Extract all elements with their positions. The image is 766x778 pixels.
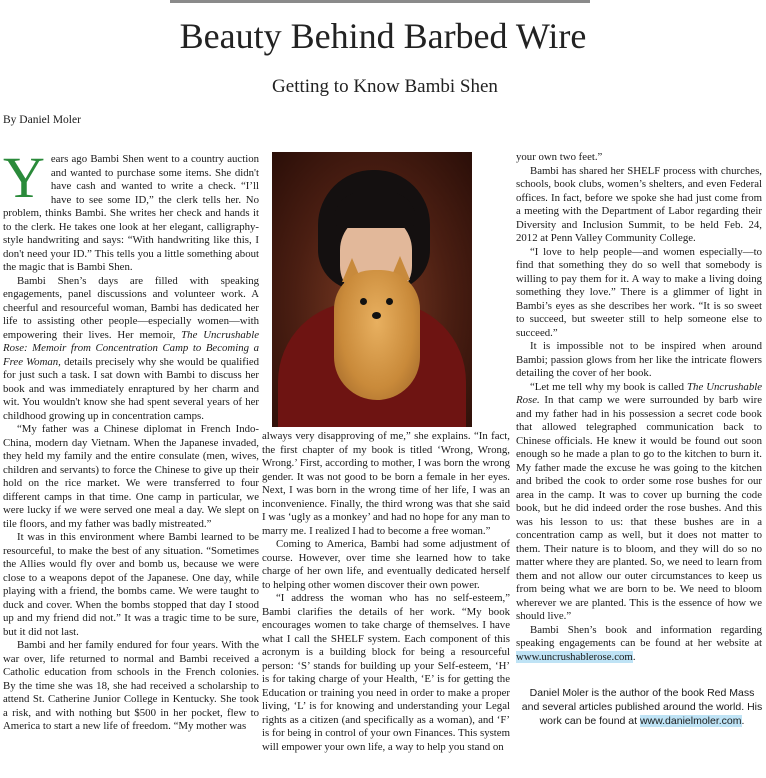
drop-cap: Y [3,153,45,210]
photo-dog-nose [372,312,381,319]
paragraph-text: . [632,650,636,663]
book-title: The Uncrushable Rose. [516,380,762,406]
paragraph [516,624,762,665]
portrait-photo [272,152,472,427]
paragraph: It is impossible not to be inspired when around Bambi; passion glows from her like the intricate flowers detailing the cover of her book. [516,340,762,379]
paragraph: Coming to America, Bambi had some adjustment of course. However, over time she learned how to take charge of her own life, and eventually dedicated herself to helping other women discover their own power. [262,538,510,591]
photo-dog-eye [360,298,367,305]
column-2 [262,430,510,775]
paragraph: your own two feet.” [516,151,603,163]
column-1 [3,153,259,775]
bio-text: . [741,715,745,727]
paragraph-text: ears ago Bambi Shen went to a country auction and wanted to purchase some items. She didn't have cash and wanted to write a check. “I’ll have to see some ID,” the clerk tells her. No problem, thinks Bambi. She writes her check and hands it to the clerk. He takes one look at her elegant, calligraphy-style handwriting and says: “With handwriting like this, I don't need your ID.” This tells you a little something about the magic that is Bambi Shen. [3,153,259,273]
paragraph-text: In that camp we were surrounded by barb wire and my father had in his possession a secret code book that allowed telegraphed communication back to Chinese officials. He knew it would be found out soon enough so he made a plan to go to the kitchen to burn it. My father made the excuse he was going to the kitchen and bribed the cook to order some rose bushes for our area in the camp. It was to cover up burning the code book, but he did indeed order the rose bushes. And this was his lesson to us: that these bushes are in a concentration camp as well, but it does not matter to them. Their nature is to bloom, and they will do so no matter where they are planted. So, we need to learn from them and not allow our outer circumstances to keep us from being what we are born to be. We need to bloom wherever we are planted. This is the essence of how we should live.” [516,394,762,622]
bio-text: Daniel Moler is the author of the book Red Mass and several articles published around the world. His work can be found at [521,687,763,727]
paragraph: “I address the woman who has no self-esteem,” Bambi clarifies the details of her work. “My book encourages women to take charge of themselves. I have what I call the SHELF system. Each component of this acronym is a building block for being a resourceful person: ‘S’ stands for building up your Self-esteem, ‘H’ is for taking charge of your Health, ‘E’ is for getting the Education or training you need in order to make a proper living, ‘L’ is for knowing and understanding your Legal rights as a citizen (and specifically as a woman), and ‘F’ is for being in control of your own Finances. This system will empower your own life, a way to help you stand on [262,592,510,753]
photo-dog-eye [386,298,393,305]
paragraph-text: “Let me tell why my book is called [530,380,688,393]
column-3 [516,151,762,681]
paragraph-text: Bambi Shen’s book and information regarding speaking engagements can be found at her website at [516,623,762,649]
book-title: The Uncrushable Rose: Memoir from Concentration Camp to Becoming a Free Woman, [3,328,259,368]
paragraph: Bambi has shared her SHELF process with churches, schools, book clubs, women’s shelters, and even Federal offices. In fact, before we spoke she had just come from a meeting with the Department of Labor regarding their Diversity and Inclusion Summit, to be held Feb. 24, 2012 at Penn Valley Community College. [516,164,762,244]
paragraph: Bambi and her family endured for four years. With the war over, life returned to normal and Bambi received a Catholic education from schools in the French colonies. By the time she was 18, she had received a scholarship to attend St. Catherine Junior College in Kentucky. She took a risk, and with nothing but $500 in her pocket, flew to America to start a new life of freedom. “My mother was [3,639,259,732]
top-rule [170,0,590,3]
author-bio [520,686,764,728]
paragraph [516,381,762,624]
photo-bangs [334,192,416,228]
byline: By Daniel Moler [3,114,81,126]
paragraph [3,153,259,275]
paragraph: “I love to help people—and women especially—to find that something they do so well that somebody is willing to pay them for it. A way to make a living doing something they love.” There is a glimmer of light in Bambi’s eyes as she describes her work. “It is so sweet to succeed, but sweeter still to help someone else to succeed.” [516,245,762,339]
article-subtitle: Getting to Know Bambi Shen [272,76,498,97]
author-website-link[interactable]: www.danielmoler.com [639,715,742,727]
paragraph [3,275,259,424]
paragraph: always very disapproving of me,” she explains. “In fact, the first chapter of my book is titled ‘Wrong, Wrong, Wrong.’ First, according to mother, I was born the wrong gender. It was not good to be born a female in her eyes. Next, I was born in the wrong time of her life, I was an inconvenience. Finally, the third wrong was that she said I was ‘ugly as a monkey’ and had no hope for any man to marry me. I realized I had to become a free woman.” [262,430,510,537]
paragraph-text: details precisely why she would be qualified for just such a task. I sat down with Bambi to discuss her book and was immediately enraptured by her charm and wit. You wouldn't know she had spent several years of her childhood growing up in concentration camps. [3,355,259,422]
article-title: Beauty Behind Barbed Wire [179,16,587,56]
website-link[interactable]: www.uncrushablerose.com [516,650,633,663]
paragraph: It was in this environment where Bambi learned to be resourceful, to make the best of any situation. “Sometimes the Allies would fly over and bomb us, because we were close to a weapons depot of the Japanese. One day, while playing with a friend, the bombs came. We were taught to duck and cover. When the bombs stopped that day I stood up and my friend did not.” It was a tragic time to be sure, but it did not last. [3,531,259,638]
paragraph-text: Bambi Shen’s days are filled with speaking engagements, panel discussions and volunteer work. A cheerful and resourceful woman, Bambi has dedicated her life to assisting other people—especially women—with empowering their lives. Her memoir, [3,274,259,341]
photo-dog [334,270,420,400]
paragraph: “My father was a Chinese diplomat in French Indo-China, modern day Vietnam. When the Japanese invaded, they held my family and the entire consulate (men, wives, children and servants) to force the Chinese to give up their hold on the rice market. We were transferred to four different camps in that time. One camp in particular, we were lucky if we were served one meal a day. We slept on tile floors, and my father was badly mistreated.” [3,423,259,530]
